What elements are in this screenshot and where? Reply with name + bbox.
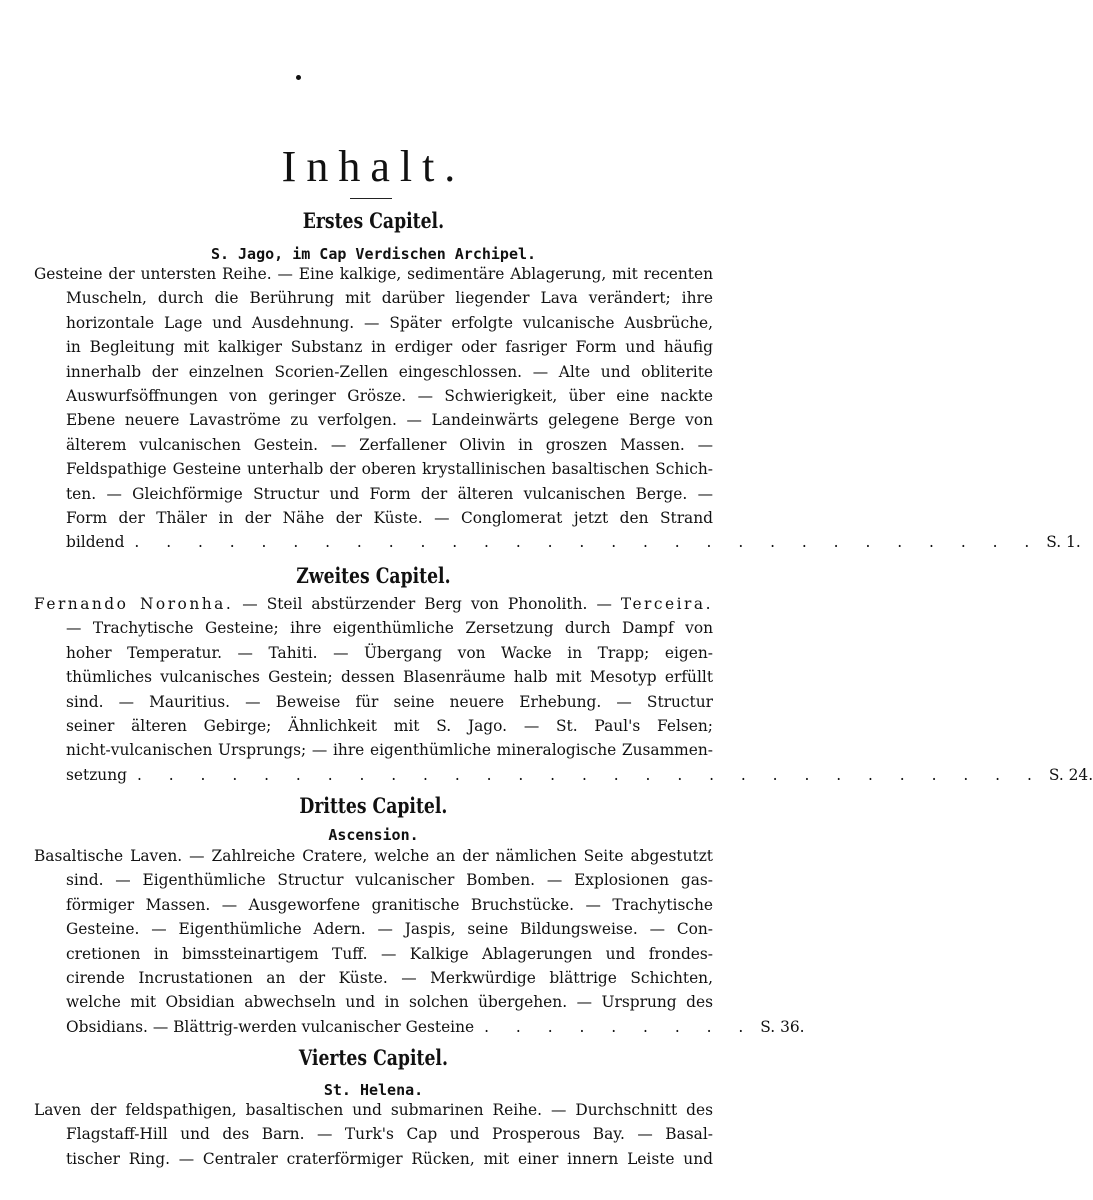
place-name: Fernando Noronha. [34,595,234,613]
summary-line: innerhalb der einzelnen Scorien-Zellen eingeschlossen. — Alte und obliterite [66,362,713,381]
summary-line: nicht-vulcanischen Ursprungs; — ihre eigenthümliche mineralogische Zusammen- [66,741,713,760]
toc-entry-chapter-1 [34,530,1081,554]
summary-line: in Begleitung mit kalkiger Substanz in erdiger oder fasriger Form und häufig [66,338,713,357]
summary-line: cirende Incrustationen an der Küste. — Merkwürdige blättrige Schichten, [66,969,713,988]
summary-line: Form der Thäler in der Nähe der Küste. — Conglomerat jetzt den Strand [66,509,713,528]
chapter-1-summary [34,262,1081,555]
summary-line [34,592,713,616]
summary-line-end: bildend [66,533,125,552]
toc-entry-chapter-2 [34,763,1093,787]
summary-line: Gesteine. — Eigenthümliche Adern. — Jaspis, seine Bildungsweise. — Con- [66,920,713,939]
page-number: S. 1. [1046,533,1081,552]
summary-line: älterem vulcanischen Gestein. — Zerfallener Olivin in groszen Massen. — [66,435,713,454]
page-number: S. 24. [1048,765,1093,784]
summary-line: Laven der feldspathigen, basaltischen und submarinen Reihe. — Durchschnitt des [34,1101,713,1119]
chapter-4-heading: Viertes Capitel. [298,1045,448,1070]
summary-line: thümliches vulcanisches Gestein; dessen Blasenräume halb mit Mesotyp erfüllt [66,668,713,687]
summary-text: — Steil abstürzender Berg von Phonolith. — [233,595,621,613]
page-title: Inhalt. [281,142,466,191]
page-number: S. 36. [760,1017,805,1036]
summary-line: sind. — Mauritius. — Beweise für seine neuere Erhebung. — Structur [66,692,713,711]
summary-line: förmiger Massen. — Ausgeworfene granitische Bruchstücke. — Trachytische [66,895,713,914]
dot-leader: . . . . . . . . . . . . . . . . . . . . . . . . . . . . . [136,765,1043,784]
summary-line-end: setzung [66,765,127,784]
summary-line: Feldspathige Gesteine unterhalb der oberen krystallinischen basaltischen Schich- [66,460,713,479]
place-name: Terceira. [620,595,713,613]
summary-line: welche mit Obsidian abwechseln und in solchen übergehen. — Ursprung des [66,993,713,1012]
chapter-3-location: Ascension. [328,826,419,844]
toc-entry-chapter-3 [34,1015,805,1039]
summary-line: Muscheln, durch die Berührung mit darüber liegender Lava verändert; ihre [66,289,713,308]
summary-line: Basaltische Laven. — Zahlreiche Cratere, welche an der nämlichen Seite abgestutzt [34,847,713,865]
chapter-4-location: St. Helena. [323,1081,424,1099]
summary-line: seiner älteren Gebirge; Ähnlichkeit mit S. Jago. — St. Paul's Felsen; [66,717,713,736]
chapter-4-summary [34,1098,713,1171]
summary-line: hoher Temperatur. — Tahiti. — Übergang von Wacke in Trapp; eigen- [66,643,713,662]
summary-line: cretionen in bimssteinartigem Tuff. — Kalkige Ablagerungen und frondes- [66,944,713,963]
ink-dot [296,75,301,80]
summary-line: tischer Ring. — Centraler craterförmiger Rücken, mit einer innern Leiste und [66,1149,713,1168]
chapter-2-heading: Zweites Capitel. [296,563,451,588]
summary-line: horizontale Lage und Ausdehnung. — Später erfolgte vulcanische Ausbrüche, [66,313,713,332]
chapter-3-heading: Drittes Capitel. [299,793,448,818]
summary-line: Auswurfsöffnungen von geringer Grösze. — Schwierigkeit, über eine nackte [66,387,713,406]
title-rule [350,198,392,199]
chapter-3-summary [34,844,805,1039]
summary-line: sind. — Eigenthümliche Structur vulcanischer Bomben. — Explosionen gas- [66,871,713,890]
summary-line-end: Obsidians. — Blättrig-werden vulcanischer Gesteine [66,1017,475,1036]
chapter-1-location: S. Jago, im Cap Verdischen Archipel. [210,245,537,263]
chapter-1-heading: Erstes Capitel. [302,208,445,233]
chapter-2-summary [34,592,1093,787]
summary-line: Ebene neuere Lavaströme zu verfolgen. — Landeinwärts gelegene Berge von [66,411,713,430]
summary-line: Gesteine der untersten Reihe. — Eine kalkige, sedimentäre Ablagerung, mit recenten [34,265,713,283]
dot-leader: . . . . . . . . . [484,1017,755,1036]
summary-line: — Trachytische Gesteine; ihre eigenthümliche Zersetzung durch Dampf von [66,619,713,638]
summary-line: Flagstaff-Hill und des Barn. — Turk's Cap und Prosperous Bay. — Basal- [66,1125,713,1144]
summary-line: ten. — Gleichförmige Structur und Form der älteren vulcanischen Berge. — [66,484,713,503]
dot-leader: . . . . . . . . . . . . . . . . . . . . . . . . . . . . . [134,533,1041,552]
